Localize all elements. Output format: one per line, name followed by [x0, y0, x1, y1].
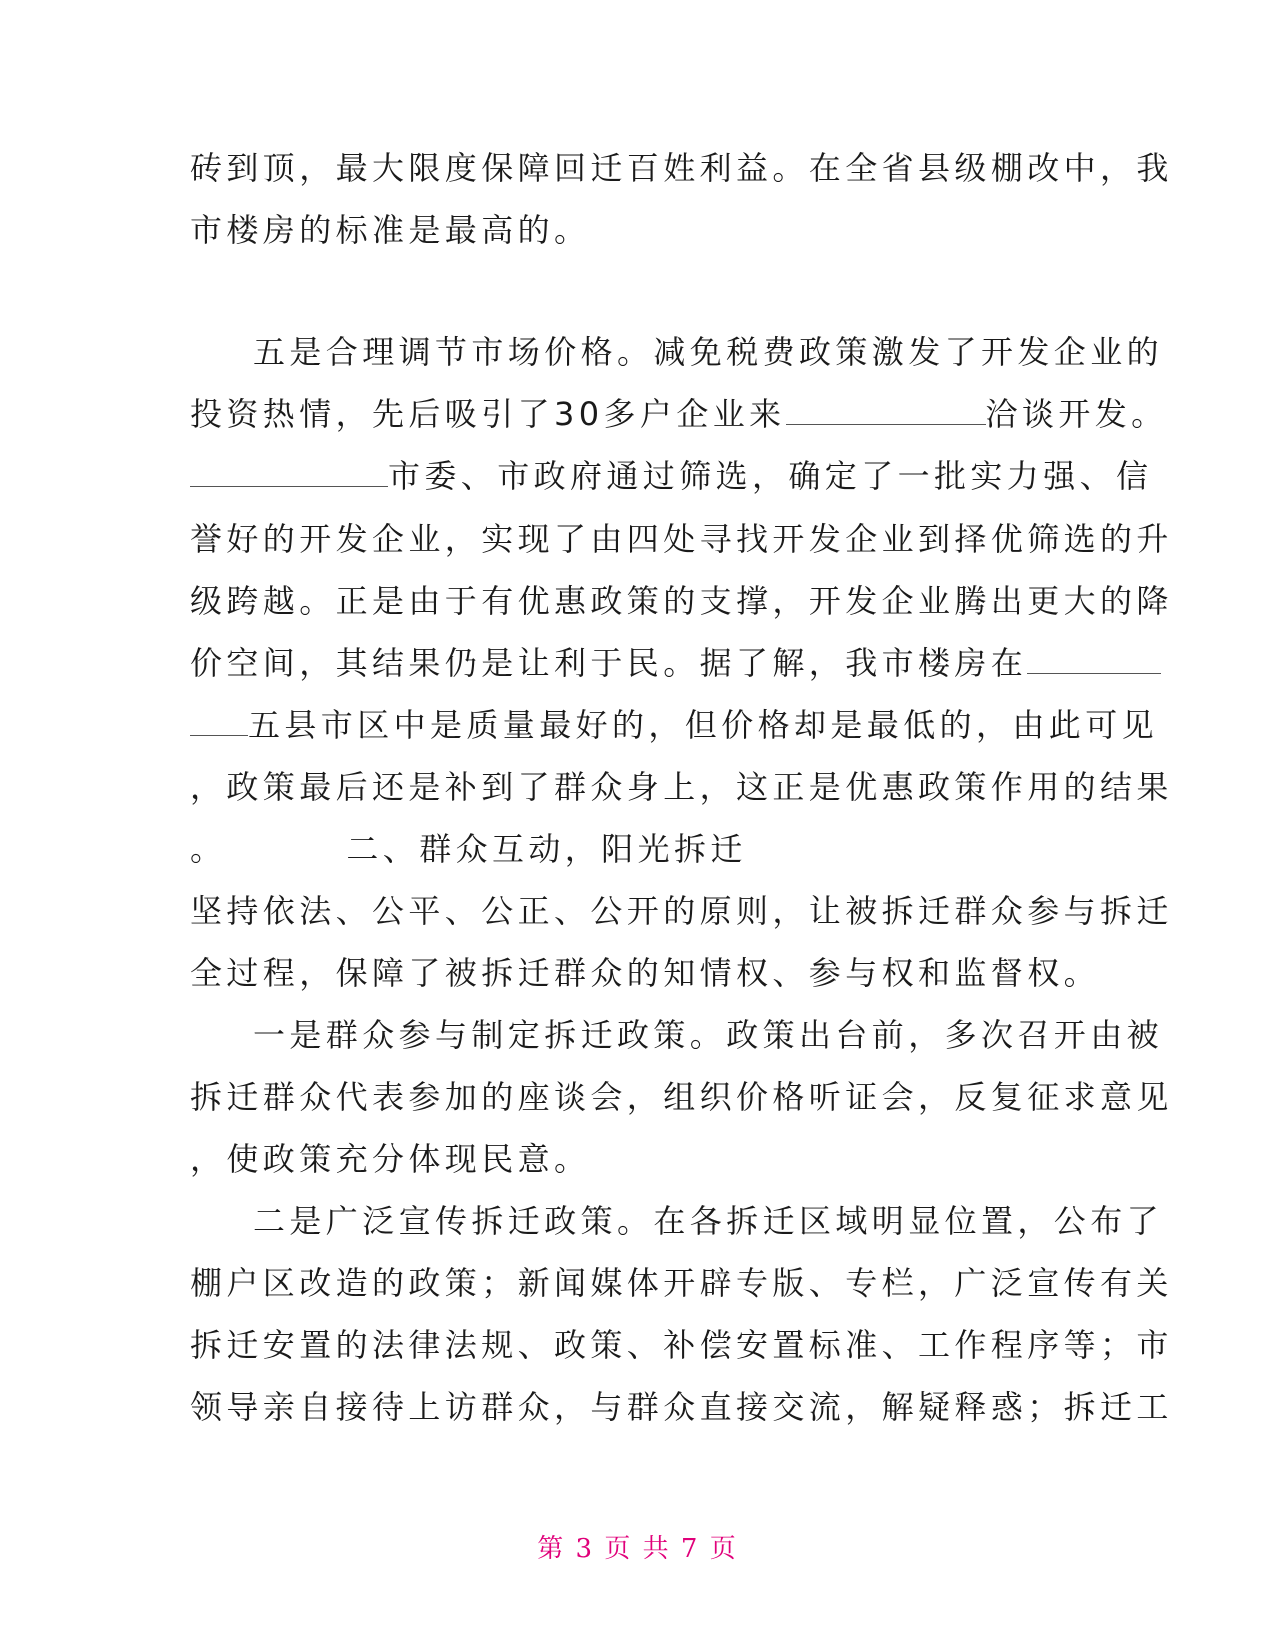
text-line — [190, 643, 1090, 683]
text-line: 拆迁群众代表参加的座谈会，组织价格听证会，反复征求意见 — [190, 1078, 1173, 1116]
fill-in-blank — [190, 705, 248, 736]
text-line: 五是合理调节市场价格。减免税费政策激发了开发企业的 — [253, 333, 1164, 371]
text-line: 砖到顶，最大限度保障回迁百姓利益。在全省县级棚改中，我 — [190, 149, 1173, 187]
text-line — [190, 705, 1159, 745]
fill-in-blank — [786, 394, 986, 425]
text-line: 级跨越。正是由于有优惠政策的支撑，开发企业腾出更大的降 — [190, 582, 1173, 620]
fill-in-blank — [1027, 643, 1161, 674]
text-segment: 价空间，其结果仍是让利于民。据了解，我市楼房在 — [190, 644, 1028, 682]
text-line — [190, 456, 1153, 496]
text-line: ，使政策充分体现民意。 — [190, 1140, 591, 1178]
text-line: 一是群众参与制定拆迁政策。政策出台前，多次召开由被 — [253, 1016, 1164, 1054]
text-line: 誉好的开发企业，实现了由四处寻找开发企业到择优筛选的升 — [190, 520, 1173, 558]
text-line — [190, 829, 1090, 869]
text-line: 市楼房的标准是最高的。 — [190, 211, 591, 249]
page-number-footer: 第 3 页 共 7 页 — [537, 1534, 738, 1564]
text-line — [190, 394, 1168, 434]
text-segment: 。 — [190, 830, 227, 868]
text-segment: 洽谈开发。 — [985, 395, 1168, 433]
text-segment: 市委、市政府通过筛选，确定了一批实力强、信 — [388, 457, 1153, 495]
text-line: 拆迁安置的法律法规、政策、补偿安置标准、工作程序等；市 — [190, 1326, 1173, 1364]
text-line: 二是广泛宣传拆迁政策。在各拆迁区域明显位置，公布了 — [253, 1202, 1164, 1240]
text-line: ，政策最后还是补到了群众身上，这正是优惠政策作用的结果 — [190, 768, 1173, 806]
text-line: 全过程，保障了被拆迁群众的知情权、参与权和监督权。 — [190, 954, 1101, 992]
text-segment: 五县市区中是质量最好的，但价格却是最低的，由此可见 — [248, 706, 1159, 744]
section-heading: 二、群众互动，阳光拆迁 — [346, 830, 747, 868]
fill-in-blank — [190, 456, 388, 487]
text-segment: 投资热情，先后吸引了30多户企业来 — [190, 395, 786, 433]
text-line: 棚户区改造的政策；新闻媒体开辟专版、专栏，广泛宣传有关 — [190, 1264, 1173, 1302]
text-line: 坚持依法、公平、公正、公开的原则，让被拆迁群众参与拆迁 — [190, 892, 1173, 930]
text-line: 领导亲自接待上访群众，与群众直接交流，解疑释惑；拆迁工 — [190, 1388, 1173, 1426]
